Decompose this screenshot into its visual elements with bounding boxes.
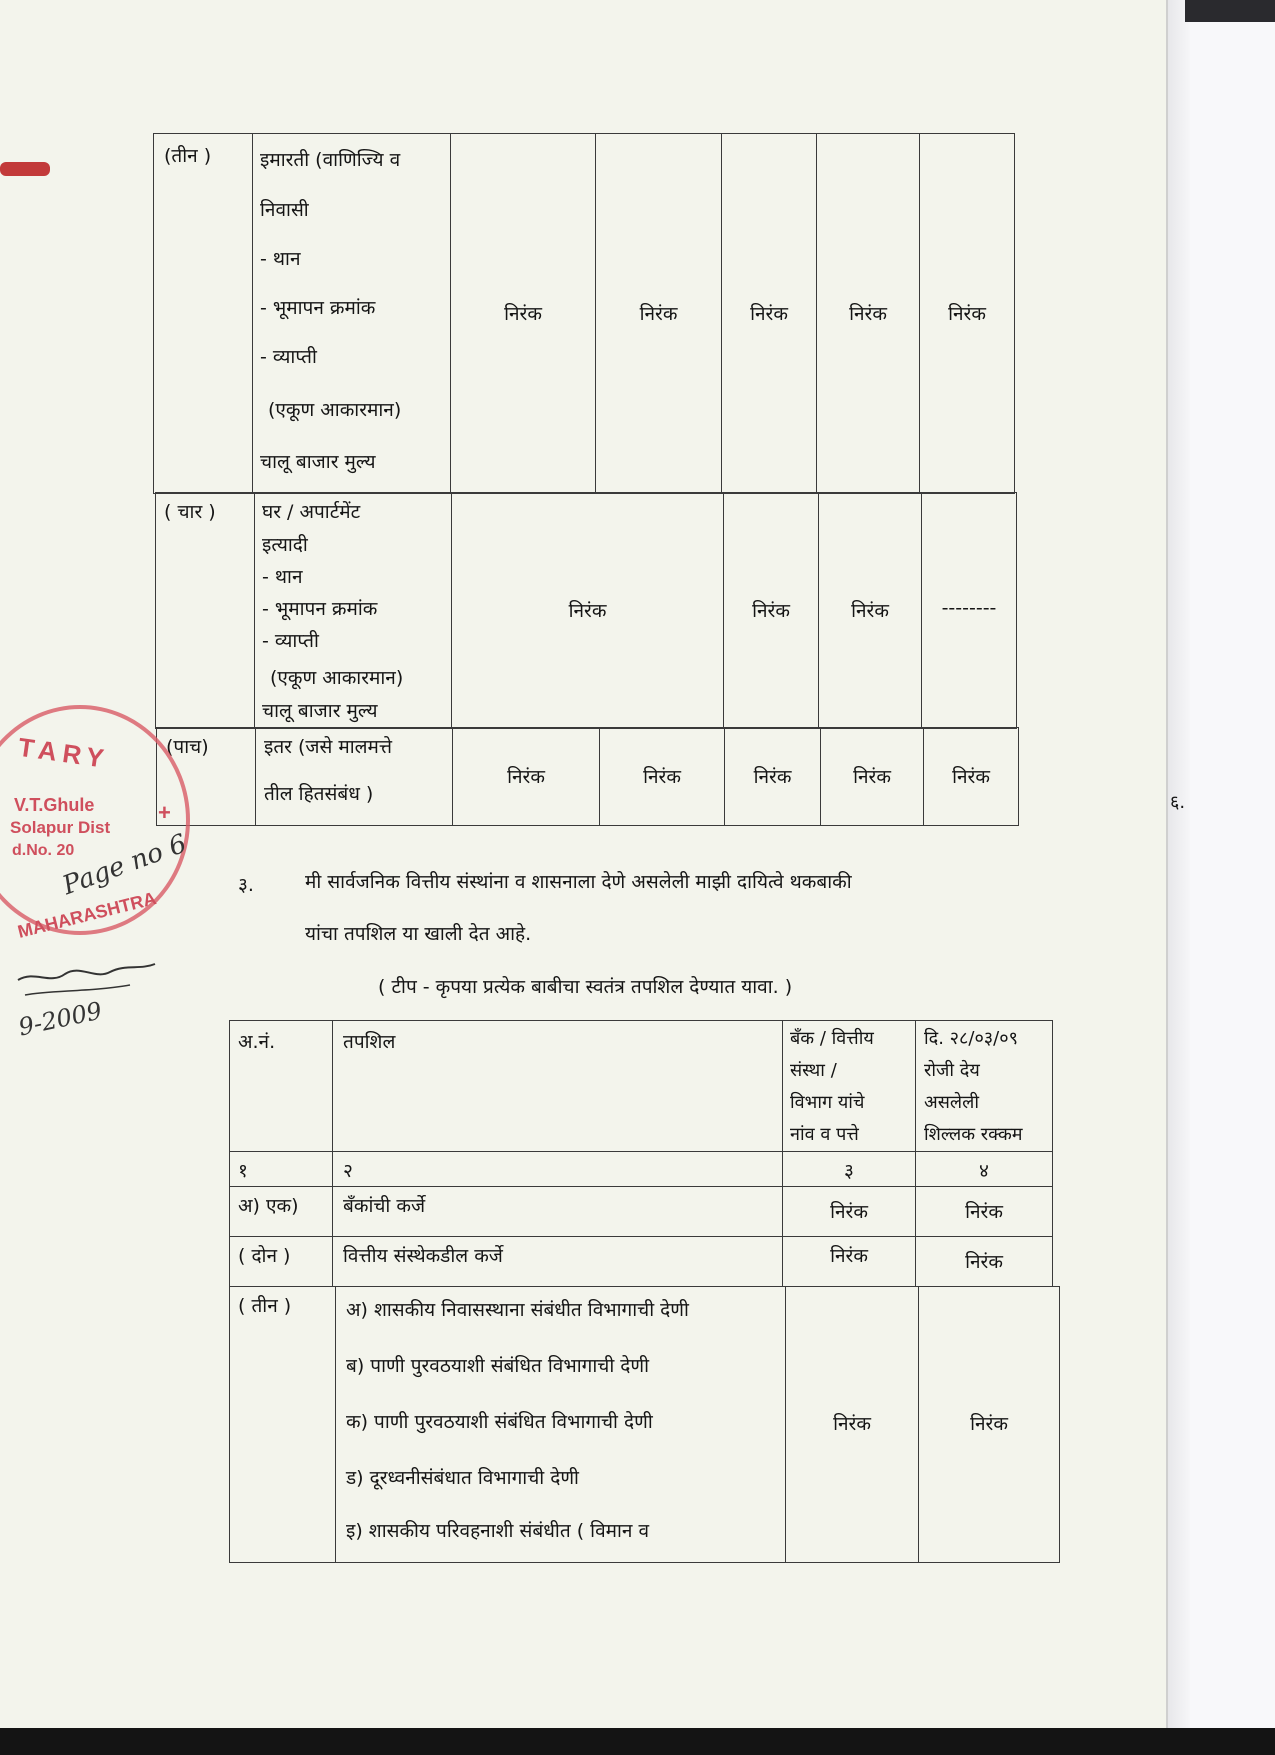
binding-thread xyxy=(0,162,50,176)
header-bank-line: बँक / वित्तीय xyxy=(790,1028,874,1049)
header-details: तपशिल xyxy=(343,1031,396,1053)
row-desc-line: निवासी xyxy=(260,199,309,221)
table-row xyxy=(229,1286,336,1563)
index-cell xyxy=(332,1151,783,1187)
row-desc-line: - व्याप्ती xyxy=(260,346,317,368)
underlying-page xyxy=(1190,0,1275,1755)
cell-num-4 xyxy=(155,492,255,729)
row-desc-line: - थान xyxy=(260,248,301,270)
value-cell: निरंक xyxy=(639,303,678,325)
handwritten-date: 9-2009 xyxy=(16,996,105,1042)
row-desc-line: (एकूण आकारमान) xyxy=(268,399,402,421)
row-desc-line: तील हितसंबंध ) xyxy=(264,783,374,805)
row-details-line: अ) शासकीय निवासस्थाना संबंधीत विभागाची देणी xyxy=(346,1299,689,1321)
stamp-name: V.T.Ghule xyxy=(14,795,95,815)
margin-page-mark: ६. xyxy=(1170,792,1186,813)
value-cell: निरंक xyxy=(750,303,788,325)
stamp-reg: d.No. 20 xyxy=(12,842,75,859)
row-desc-line: इत्यादी xyxy=(262,534,308,556)
section-note: ( टीप - कृपया प्रत्येक बाबीचा स्वतंत्र तपशिल देण्यात यावा. ) xyxy=(378,976,793,998)
row-details-line: क) पाणी पुरवठयाशी संबंधित विभागाची देणी xyxy=(346,1411,653,1433)
row-desc-line: चालू बाजार मुल्य xyxy=(262,700,378,722)
row-desc-line: (एकूण आकारमान) xyxy=(270,667,404,689)
value-cell: -------- xyxy=(941,597,997,619)
value-cell: निरंक xyxy=(507,766,545,788)
header-cell xyxy=(332,1020,783,1152)
header-amount-line: दि. २८/०३/०९ xyxy=(924,1028,1018,1049)
row-details: वित्तीय संस्थेकडील कर्जे xyxy=(343,1245,503,1267)
value-cell: निरंक xyxy=(853,766,891,788)
row-desc-line: - भूमापन क्रमांक xyxy=(262,598,378,620)
row-desc-line: चालू बाजार मुल्य xyxy=(260,451,376,473)
scan-corner xyxy=(1185,0,1275,22)
index-number: २ xyxy=(343,1160,353,1182)
stamp-star: + xyxy=(158,800,171,825)
index-number: ४ xyxy=(979,1160,989,1182)
section-number: ३. xyxy=(238,874,254,896)
row-desc-line: - भूमापन क्रमांक xyxy=(260,297,376,319)
row-desc-line: इतर (जसे मालमत्ते xyxy=(264,736,393,758)
section-text-line1: मी सार्वजनिक वित्तीय संस्थांना व शासनाला देणे असलेली माझी दायित्वे थकबाकी xyxy=(305,871,852,893)
stamp-state: MAHARASHTRA xyxy=(15,888,159,942)
row-desc-line: - थान xyxy=(262,566,303,588)
stamp-top-text: TARY xyxy=(16,731,112,775)
row-details-line: इ) शासकीय परिवहनाशी संबंधीत ( विमान व xyxy=(346,1520,650,1542)
value-cell: निरंक xyxy=(752,600,790,622)
row-number: (तीन ) xyxy=(164,145,212,167)
row-number: (पाच) xyxy=(166,736,209,758)
header-amount-line: असलेली xyxy=(924,1092,979,1113)
stamp-place: Solapur Dist xyxy=(10,818,111,837)
value-cell: निरंक xyxy=(753,766,792,788)
header-bank-line: विभाग यांचे xyxy=(790,1092,865,1113)
row-desc-line: - व्याप्ती xyxy=(262,630,319,652)
row-desc-line: घर / अपार्टमेंट xyxy=(262,501,361,523)
row-details-line: ड) दूरध्वनीसंबंधात विभागाची देणी xyxy=(346,1467,579,1489)
row-number: ( दोन ) xyxy=(238,1245,291,1267)
value-cell: निरंक xyxy=(952,766,990,788)
header-bank-line: नांव व पत्ते xyxy=(790,1124,859,1145)
value-cell: निरंक xyxy=(851,600,889,622)
bank-value: निरंक xyxy=(830,1201,868,1223)
header-serial: अ.नं. xyxy=(238,1031,276,1053)
index-number: ३ xyxy=(844,1160,854,1182)
header-bank-line: संस्था / xyxy=(790,1060,837,1081)
bank-value: निरंक xyxy=(830,1245,868,1267)
index-number: १ xyxy=(238,1160,248,1182)
row-number: अ) एक) xyxy=(238,1195,299,1217)
handwritten-page-note: Page no 6 xyxy=(58,828,191,902)
scan-bottom-edge xyxy=(0,1728,1275,1755)
row-details-line: ब) पाणी पुरवठयाशी संबंधित विभागाची देणी xyxy=(346,1355,650,1377)
amount-value: निरंक xyxy=(965,1201,1003,1223)
value-cell: निरंक xyxy=(504,303,542,325)
section-text-line2: यांचा तपशिल या खाली देत आहे. xyxy=(305,923,532,945)
value-cell: निरंक xyxy=(568,600,607,622)
header-amount-line: शिल्लक रक्कम xyxy=(924,1124,1023,1145)
amount-value: निरंक xyxy=(970,1413,1008,1435)
page-edge xyxy=(1168,0,1190,1755)
bank-value: निरंक xyxy=(833,1413,871,1435)
value-cell: निरंक xyxy=(849,303,887,325)
row-number: ( तीन ) xyxy=(238,1295,292,1317)
amount-value: निरंक xyxy=(965,1251,1003,1273)
header-amount-line: रोजी देय xyxy=(924,1060,980,1081)
value-cell: निरंक xyxy=(643,766,681,788)
value-cell: निरंक xyxy=(948,303,986,325)
row-desc-line: इमारती (वाणिज्यि व xyxy=(260,149,401,171)
cell-num-3 xyxy=(153,133,253,494)
row-details: बँकांची कर्जे xyxy=(343,1195,426,1217)
row-number: ( चार ) xyxy=(164,501,216,523)
